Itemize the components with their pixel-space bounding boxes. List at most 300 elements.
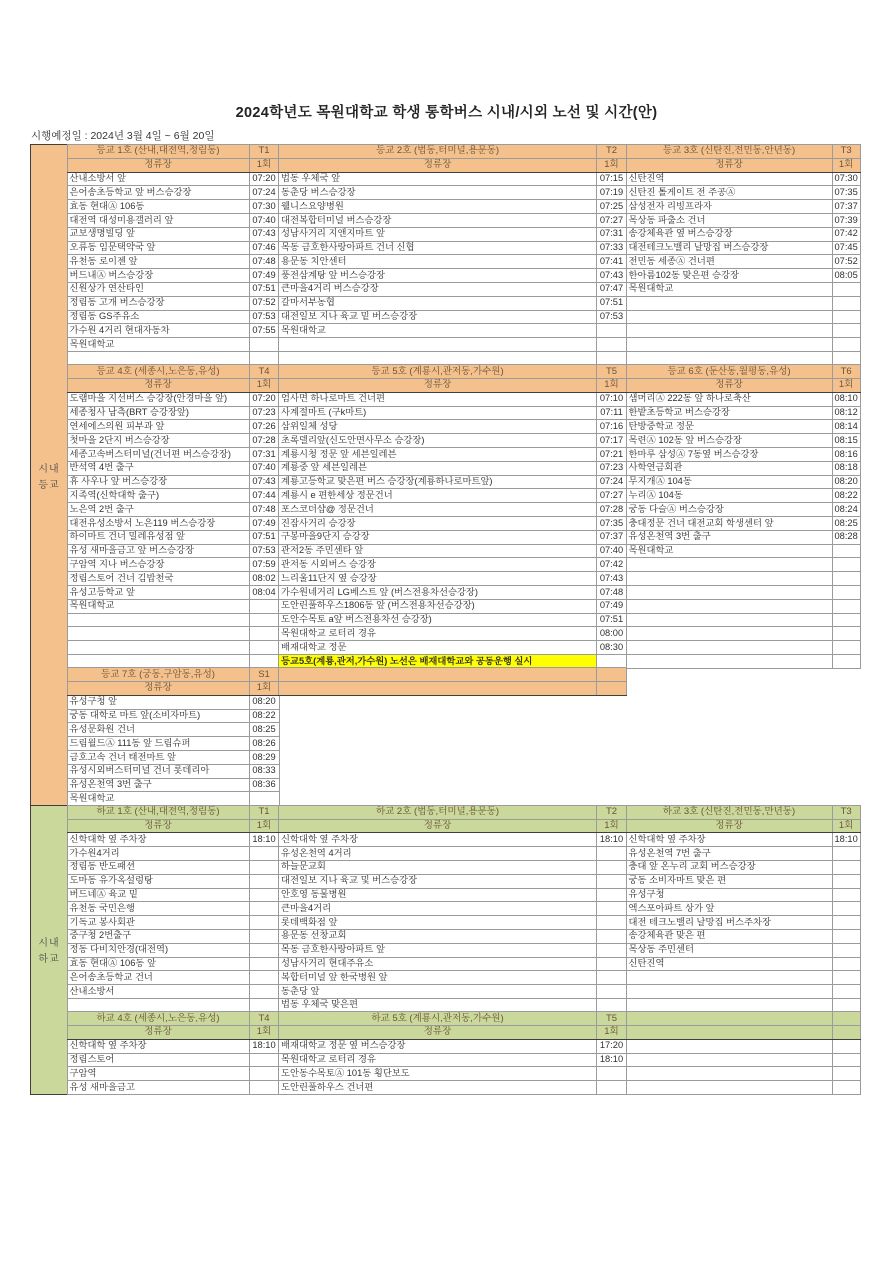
stop-time: 07:44 xyxy=(249,489,279,503)
empty-header-cell xyxy=(597,668,627,682)
stop-name: 궁동 대학로 마트 앞(소비자마트) xyxy=(67,709,249,723)
stop-name: 배재대학교 정문 옆 버스승강장 xyxy=(279,1039,597,1053)
side-label-morning xyxy=(30,144,68,806)
stop-name: 사계절마트 (구k마트) xyxy=(279,406,597,420)
empty-header-cell xyxy=(832,1026,860,1040)
stop-time: 07:42 xyxy=(597,558,627,572)
stop-time: 07:11 xyxy=(597,406,627,420)
stop-name: 신탄진역 xyxy=(626,957,832,971)
route-title: 등교 4호 (세종시,노은동,유성) xyxy=(67,365,249,379)
trip-col-header: 1회 xyxy=(597,1026,627,1040)
stop-col-header: 정류장 xyxy=(67,819,249,833)
empty-header-cell xyxy=(626,1012,832,1026)
stop-name: 신학대학 옆 주차장 xyxy=(67,1039,249,1053)
stop-time xyxy=(249,1067,279,1081)
stop-name: 누리Ⓐ 104동 xyxy=(626,489,832,503)
empty-header-cell xyxy=(279,682,597,696)
empty-cell xyxy=(832,985,860,999)
stop-time xyxy=(832,282,860,296)
stop-time xyxy=(249,599,279,613)
stop-time: 07:43 xyxy=(249,475,279,489)
stop-time: 07:20 xyxy=(249,172,279,186)
empty-header-cell xyxy=(626,1026,832,1040)
stop-time xyxy=(832,860,860,874)
empty-cell xyxy=(832,351,860,365)
empty-cell xyxy=(832,1039,860,1053)
stop-time xyxy=(249,943,279,957)
stop-name: 삼성전자 리빙프라자 xyxy=(626,200,832,214)
empty-cell xyxy=(626,1053,832,1067)
stop-time: 07:49 xyxy=(249,517,279,531)
stop-time: 07:15 xyxy=(597,172,627,186)
stop-name: 가수원4거리 xyxy=(67,847,249,861)
stop-time: 07:24 xyxy=(597,475,627,489)
stop-time: 07:10 xyxy=(597,392,627,406)
stop-name: 유성문화원 건너 xyxy=(67,723,249,737)
stop-name: 한밭초등학교 버스승강장 xyxy=(626,406,832,420)
empty-cell xyxy=(597,351,627,365)
stop-time xyxy=(597,902,627,916)
stop-time xyxy=(597,916,627,930)
route-title: 하교 1호 (산내,대전역,정림동) xyxy=(67,805,249,819)
route-code: T4 xyxy=(249,1012,279,1026)
stop-name: 목상동 주민센터 xyxy=(626,943,832,957)
stop-time: 07:35 xyxy=(597,517,627,531)
stop-name: 샘머리Ⓐ 222동 앞 하나로축산 xyxy=(626,392,832,406)
trip-col-header: 1회 xyxy=(832,379,860,393)
stop-time: 07:59 xyxy=(249,558,279,572)
route-title: 하교 5호 (계룡시,관저동,가수원) xyxy=(279,1012,597,1026)
stop-time: 07:31 xyxy=(597,227,627,241)
stop-time xyxy=(832,929,860,943)
stop-name: 정림동 고개 버스승강장 xyxy=(67,296,249,310)
stop-time xyxy=(249,916,279,930)
stop-time: 08:22 xyxy=(832,489,860,503)
stop-time: 07:40 xyxy=(249,461,279,475)
route-code: T4 xyxy=(249,365,279,379)
route-code: T1 xyxy=(249,805,279,819)
stop-name: 계룡중 앞 세븐일레븐 xyxy=(279,461,597,475)
stop-time: 07:46 xyxy=(249,241,279,255)
empty-cell xyxy=(626,998,832,1012)
empty-cell xyxy=(626,1081,832,1095)
stop-time: 07:33 xyxy=(597,241,627,255)
stop-col-header: 정류장 xyxy=(279,819,597,833)
stop-time xyxy=(597,943,627,957)
empty-cell xyxy=(626,324,832,338)
route-code: S1 xyxy=(249,668,279,682)
stop-time: 07:19 xyxy=(597,186,627,200)
stop-name: 유성고등학교 앞 xyxy=(67,586,249,600)
stop-time: 07:37 xyxy=(832,200,860,214)
stop-time xyxy=(597,985,627,999)
empty-header-cell xyxy=(279,668,597,682)
stop-time: 08:14 xyxy=(832,420,860,434)
empty-cell xyxy=(597,338,627,352)
stop-time: 07:41 xyxy=(597,255,627,269)
stop-col-header: 정류장 xyxy=(67,682,249,696)
stop-name: 동춘당 버스승강장 xyxy=(279,186,597,200)
trip-col-header: 1회 xyxy=(597,819,627,833)
stop-time xyxy=(832,902,860,916)
stop-time: 07:23 xyxy=(597,461,627,475)
stop-name: 목원대학교 xyxy=(626,282,832,296)
stop-name: 성남사거리 현대주유소 xyxy=(279,957,597,971)
section-morning xyxy=(30,144,861,806)
empty-cell xyxy=(626,613,832,627)
stop-name: 관저2동 주민센타 앞 xyxy=(279,544,597,558)
route-code: T2 xyxy=(597,145,627,159)
route-code: T5 xyxy=(597,1012,627,1026)
empty-cell xyxy=(626,971,832,985)
stop-name: 정림스토어 건너 김밥천국 xyxy=(67,572,249,586)
route-title: 등교 6호 (둔산동,월평동,유성) xyxy=(626,365,832,379)
stop-col-header: 정류장 xyxy=(626,379,832,393)
side-label-text: 등교 xyxy=(38,479,60,491)
trip-col-header: 1회 xyxy=(832,158,860,172)
page-title: 2024학년도 목원대학교 학생 통학버스 시내/시외 노선 및 시간(안) xyxy=(235,105,658,121)
stop-name: 충대정문 건너 대전교회 학생센터 앞 xyxy=(626,517,832,531)
stop-time: 07:21 xyxy=(597,448,627,462)
stop-name: 은어송초등학교 건너 xyxy=(67,971,249,985)
stop-name: 신학대학 옆 주차장 xyxy=(626,833,832,847)
stop-name: 목원대학교 xyxy=(626,544,832,558)
stop-time: 08:29 xyxy=(249,751,279,765)
stop-name: 용문동 선창교회 xyxy=(279,929,597,943)
stop-name: 유성구청 xyxy=(626,888,832,902)
stop-name: 용문동 치안센터 xyxy=(279,255,597,269)
stop-name: 대전일보 지나 육교 밑 버스승강장 xyxy=(279,310,597,324)
route-table-h4 xyxy=(67,1011,280,1095)
trip-col-header: 1회 xyxy=(832,819,860,833)
empty-cell xyxy=(832,324,860,338)
stop-name: 계룡고등학교 맞은편 버스 승강장(계룡하나로마트앞) xyxy=(279,475,597,489)
stop-name: 가수원 4거리 현대자동차 xyxy=(67,324,249,338)
stop-time: 18:10 xyxy=(249,1039,279,1053)
stop-name: 궁동 다슬Ⓐ 버스승강장 xyxy=(626,503,832,517)
stop-name: 배재대학교 정문 xyxy=(279,641,597,655)
stop-name: 도안동수목토Ⓐ 101동 횡단보도 xyxy=(279,1067,597,1081)
stop-time xyxy=(832,847,860,861)
stop-name: 목상동 파출소 건너 xyxy=(626,213,832,227)
stop-name: 큰마을4거리 버스승강장 xyxy=(279,282,597,296)
stop-name: 버드네Ⓐ 육교 밑 xyxy=(67,888,249,902)
empty-cell xyxy=(626,586,832,600)
stop-time: 07:40 xyxy=(597,544,627,558)
stop-time: 07:53 xyxy=(249,544,279,558)
stop-name: 전민동 세종Ⓐ 건너편 xyxy=(626,255,832,269)
stop-name: 목원대학교 xyxy=(279,324,597,338)
stop-name: 효동 현대Ⓐ 106동 앞 xyxy=(67,957,249,971)
empty-cell xyxy=(626,351,832,365)
side-label-text: 하교 xyxy=(38,954,60,966)
stop-time: 08:33 xyxy=(249,764,279,778)
stop-name: 도마동 유가옥설렁탕 xyxy=(67,874,249,888)
stop-time: 07:48 xyxy=(249,255,279,269)
stop-name: 지족역(신학대학 출구) xyxy=(67,489,249,503)
stop-time: 07:47 xyxy=(597,282,627,296)
stop-col-header: 정류장 xyxy=(67,1026,249,1040)
stop-name: 효동 현대Ⓐ 106동 xyxy=(67,200,249,214)
stop-time xyxy=(832,957,860,971)
stop-name: 도안수목토 a앞 버스전용차선 승강장) xyxy=(279,613,597,627)
stop-name: 안호영 동물병원 xyxy=(279,888,597,902)
stop-time: 08:25 xyxy=(832,517,860,531)
route-title: 등교 5호 (계룡시,관저동,가수원) xyxy=(279,365,597,379)
route-table-g5 xyxy=(278,364,627,669)
empty-cell xyxy=(67,627,249,641)
band xyxy=(67,364,861,669)
stop-name: 드림월드Ⓐ 111동 앞 드림슈퍼 xyxy=(67,737,249,751)
stop-time: 07:52 xyxy=(249,296,279,310)
stop-time: 07:25 xyxy=(597,200,627,214)
stop-name: 버드내Ⓐ 버스승강장 xyxy=(67,269,249,283)
empty-cell xyxy=(249,654,279,668)
stop-time: 07:51 xyxy=(597,613,627,627)
route-title: 하교 3호 (신탄진,전민동,만년동) xyxy=(626,805,832,819)
trip-col-header: 1회 xyxy=(597,158,627,172)
stop-time: 07:48 xyxy=(597,586,627,600)
stop-time: 07:23 xyxy=(249,406,279,420)
stop-name: 큰마을4거리 xyxy=(279,902,597,916)
stop-name: 구암역 xyxy=(67,1067,249,1081)
empty-cell xyxy=(626,296,832,310)
stop-time xyxy=(597,971,627,985)
stop-time: 08:24 xyxy=(832,503,860,517)
empty-cell xyxy=(249,641,279,655)
route-title: 등교 3호 (신탄진,전민동,안년동) xyxy=(626,145,832,159)
empty-cell xyxy=(626,627,832,641)
route-table-g2 xyxy=(278,144,627,366)
stop-time: 07:42 xyxy=(832,227,860,241)
band xyxy=(67,805,861,1013)
empty-cell xyxy=(832,1053,860,1067)
trip-col-header: 1회 xyxy=(249,379,279,393)
stop-time: 07:43 xyxy=(597,269,627,283)
stop-name: 목원대학교 xyxy=(67,338,249,352)
stop-name: 첫마을 2단지 버스승강장 xyxy=(67,434,249,448)
stop-name: 법동 우체국 맞은편 xyxy=(279,998,597,1012)
stop-name: 한아름102동 맞은편 승강장 xyxy=(626,269,832,283)
stop-name: 송강체육관 옆 버스승강장 xyxy=(626,227,832,241)
stop-time xyxy=(597,957,627,971)
side-label-text: 시내 xyxy=(38,463,60,475)
stop-col-header: 정류장 xyxy=(626,819,832,833)
stop-time xyxy=(832,916,860,930)
stop-name: 초록델리앞(신도안면사무소 승강장) xyxy=(279,434,597,448)
empty-cell xyxy=(832,558,860,572)
stop-time: 08:20 xyxy=(832,475,860,489)
stop-time: 07:35 xyxy=(832,186,860,200)
stop-col-header: 정류장 xyxy=(279,158,597,172)
stop-time: 08:28 xyxy=(832,530,860,544)
stop-name: 은어송초등학교 앞 버스승강장 xyxy=(67,186,249,200)
empty-cell xyxy=(249,613,279,627)
stop-time xyxy=(249,1081,279,1095)
stop-time xyxy=(249,860,279,874)
stop-name: 오류동 임문택약국 앞 xyxy=(67,241,249,255)
stop-name: 포스코더샵@ 정문건너 xyxy=(279,503,597,517)
stop-time: 08:04 xyxy=(249,586,279,600)
stop-time: 08:00 xyxy=(597,627,627,641)
stop-name: 신학대학 옆 주차장 xyxy=(279,833,597,847)
stop-time: 07:53 xyxy=(597,310,627,324)
route-table-h3 xyxy=(626,805,861,1013)
stop-name: 도안린풀하우스 건너편 xyxy=(279,1081,597,1095)
stop-name: 신탄진 톨게이트 전 주공Ⓐ xyxy=(626,186,832,200)
stop-name: 느리울11단지 옆 승강장 xyxy=(279,572,597,586)
stop-time: 08:22 xyxy=(249,709,279,723)
empty-cell xyxy=(832,572,860,586)
stop-name: 진잠사거리 승강장 xyxy=(279,517,597,531)
stop-name: 구암역 지나 버스승강장 xyxy=(67,558,249,572)
stop-time: 07:20 xyxy=(249,392,279,406)
stop-time: 07:31 xyxy=(249,448,279,462)
stop-name: 세종청사 남측(BRT 승강장앞) xyxy=(67,406,249,420)
stop-time: 08:05 xyxy=(832,269,860,283)
route-title: 등교 2호 (법동,터미널,용문동) xyxy=(279,145,597,159)
route-code: T1 xyxy=(249,145,279,159)
stop-name: 유성온천역 3번 출구 xyxy=(67,778,249,792)
stop-name: 성남사거리 지앤지마트 앞 xyxy=(279,227,597,241)
bands-morning xyxy=(67,144,861,806)
route-table-h1 xyxy=(67,805,280,1013)
stop-time xyxy=(597,888,627,902)
side-label-evening xyxy=(30,805,68,1095)
stop-name: 갈마서부농협 xyxy=(279,296,597,310)
empty-cell xyxy=(626,310,832,324)
route-code: T3 xyxy=(832,805,860,819)
stop-time xyxy=(249,902,279,916)
stop-time: 08:25 xyxy=(249,723,279,737)
effective-date: 시행예정일 : 2024년 3월 4일 ~ 6월 20일 xyxy=(31,130,215,142)
stop-name: 엑스포아파트 상가 앞 xyxy=(626,902,832,916)
stop-time: 18:10 xyxy=(832,833,860,847)
route-table-h5 xyxy=(278,1011,627,1095)
stop-name: 휴 사우나 앞 버스승강장 xyxy=(67,475,249,489)
empty-cell xyxy=(249,627,279,641)
empty-cell xyxy=(67,654,249,668)
stop-name: 유천동 로이젠 앞 xyxy=(67,255,249,269)
stop-time xyxy=(249,985,279,999)
stop-time: 07:43 xyxy=(249,227,279,241)
empty-cell xyxy=(832,599,860,613)
route-title: 하교 4호 (세종시,노은동,유성) xyxy=(67,1012,249,1026)
empty-cell xyxy=(249,998,279,1012)
section-evening xyxy=(30,805,861,1095)
stop-time: 07:27 xyxy=(597,213,627,227)
stop-time xyxy=(249,888,279,902)
empty-cell xyxy=(67,613,249,627)
trip-col-header: 1회 xyxy=(249,1026,279,1040)
route-code: T3 xyxy=(832,145,860,159)
stop-time: 08:20 xyxy=(249,695,279,709)
empty-cell xyxy=(626,654,832,668)
stop-name: 하이마트 건너 밀레유성점 앞 xyxy=(67,530,249,544)
stop-col-header: 정류장 xyxy=(626,158,832,172)
stop-name: 유성시외버스터미널 건너 롯데리아 xyxy=(67,764,249,778)
stop-name: 신탄진역 xyxy=(626,172,832,186)
stop-name: 목동 금호한사랑아파트 앞 xyxy=(279,943,597,957)
stop-time: 08:02 xyxy=(249,572,279,586)
stop-name: 사학연금회관 xyxy=(626,461,832,475)
stop-name: 탄방중학교 정문 xyxy=(626,420,832,434)
stop-name: 대전일보 지나 육교 및 버스승강장 xyxy=(279,874,597,888)
stop-name: 목원대학교 로터리 경유 xyxy=(279,1053,597,1067)
empty-cell xyxy=(832,586,860,600)
stop-name: 유성 새마을금고 xyxy=(67,1081,249,1095)
stop-col-header: 정류장 xyxy=(67,158,249,172)
stop-name: 대전복합터미널 버스승강장 xyxy=(279,213,597,227)
stop-name: 궁동 소비자마트 맞은 편 xyxy=(626,874,832,888)
stop-time: 07:30 xyxy=(832,172,860,186)
route-table-g7 xyxy=(67,667,280,806)
empty-cell xyxy=(626,1039,832,1053)
stop-time xyxy=(249,971,279,985)
stub-table-g7-stub xyxy=(278,667,627,696)
stop-time xyxy=(249,957,279,971)
stop-name: 가수원네거리 LG베스트 앞 (버스전용차선승강장) xyxy=(279,586,597,600)
route-code: T5 xyxy=(597,365,627,379)
route-code: T6 xyxy=(832,365,860,379)
stop-name: 산내소방서 xyxy=(67,985,249,999)
stop-time: 07:49 xyxy=(597,599,627,613)
stop-name: 유성온천역 3번 출구 xyxy=(626,530,832,544)
stop-time: 07:28 xyxy=(597,503,627,517)
stop-name: 신원상가 연산타인 xyxy=(67,282,249,296)
band xyxy=(67,144,861,366)
stop-time: 07:45 xyxy=(832,241,860,255)
stop-time xyxy=(597,874,627,888)
stop-col-header: 정류장 xyxy=(67,379,249,393)
stop-time: 07:40 xyxy=(249,213,279,227)
stop-time: 07:37 xyxy=(597,530,627,544)
stop-name: 반석역 4번 출구 xyxy=(67,461,249,475)
stop-name: 대전 테크노밸리 날망집 버스주차장 xyxy=(626,916,832,930)
stop-time: 08:18 xyxy=(832,461,860,475)
stop-name: 목련Ⓐ 102동 앞 버스승강장 xyxy=(626,434,832,448)
stop-time xyxy=(249,847,279,861)
stop-name: 삼위일체 성당 xyxy=(279,420,597,434)
trip-col-header: 1회 xyxy=(249,819,279,833)
stop-time: 07:52 xyxy=(832,255,860,269)
stop-time: 18:10 xyxy=(249,833,279,847)
route-table-g1 xyxy=(67,144,280,366)
stop-time: 07:48 xyxy=(249,503,279,517)
stop-name: 풍전삼계탕 앞 버스승강장 xyxy=(279,269,597,283)
stop-name: 계룡시청 정문 앞 세븐일레븐 xyxy=(279,448,597,462)
trip-col-header: 1회 xyxy=(597,379,627,393)
stop-name: 무지개Ⓐ 104동 xyxy=(626,475,832,489)
route-table-g6 xyxy=(626,364,861,669)
empty-cell xyxy=(67,641,249,655)
co-operation-note: 등교5호(계룡,관저,가수원) 노선은 배재대학교와 공동운행 실시 xyxy=(279,654,597,668)
stop-time: 07:43 xyxy=(597,572,627,586)
stop-name: 목원대학교 xyxy=(67,599,249,613)
empty-cell xyxy=(626,641,832,655)
stop-name: 세종고속버스터미널(건너편 버스승강장) xyxy=(67,448,249,462)
bands-evening xyxy=(67,805,861,1095)
stop-name: 노은역 2번 출구 xyxy=(67,503,249,517)
empty-cell xyxy=(832,654,860,668)
stop-name: 목동 금호한사랑아파트 건너 신협 xyxy=(279,241,597,255)
stop-time xyxy=(832,943,860,957)
empty-cell xyxy=(597,654,627,668)
stop-time: 17:20 xyxy=(597,1039,627,1053)
stop-time: 08:16 xyxy=(832,448,860,462)
stop-name: 도안린풀하우스1806동 앞 (버스전용차선승강장) xyxy=(279,599,597,613)
stop-time: 08:15 xyxy=(832,434,860,448)
